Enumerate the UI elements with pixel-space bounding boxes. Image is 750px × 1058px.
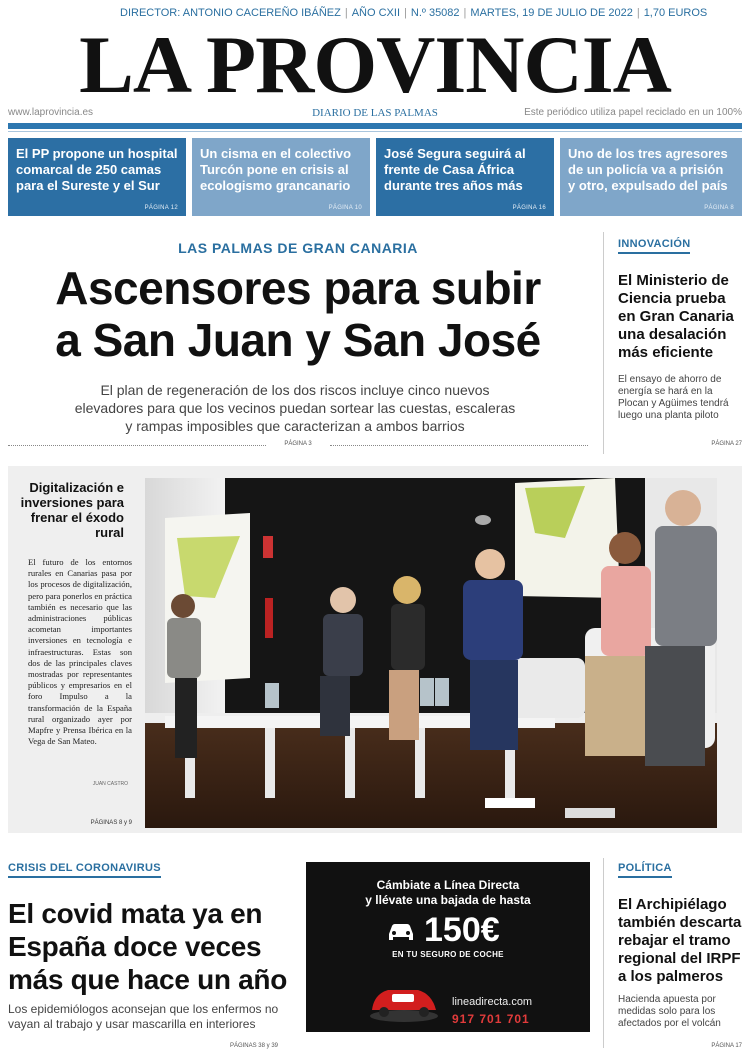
main-story-page: PÁGINA 3 <box>284 441 312 447</box>
main-headline[interactable] <box>8 262 588 366</box>
forum-photo-illustration <box>145 478 717 828</box>
teaser-policia[interactable] <box>560 138 742 216</box>
dotted-divider <box>330 445 588 446</box>
forum-photo <box>145 478 717 828</box>
teaser-turcon[interactable] <box>192 138 370 216</box>
issue-number: N.º 35082 <box>410 7 460 19</box>
teaser-text: Uno de los tres agresores de un policía va a prisión y otro, expulsado del país <box>568 146 728 193</box>
advertisement-linea-directa[interactable] <box>306 862 590 1032</box>
innovacion-headline[interactable]: El Ministerio de Ciencia prueba en Gran Canaria una desalación más eficiente <box>618 272 734 361</box>
teaser-hospital[interactable] <box>8 138 186 216</box>
car-icon <box>386 920 416 942</box>
main-story-deck: El plan de regeneración de los dos riscos incluye cinco nuevos elevadores para que los vecinos puedan sortear las cuestas, escaleras y rampas imposibles que caracterizan a ambos barrios <box>74 382 516 434</box>
politica-body: Hacienda apuesta por medidas solo para los afectados por el volcán <box>618 994 721 1029</box>
politica-page: PÁGINA 17 <box>711 1043 742 1049</box>
issue-price: 1,70 EUROS <box>643 7 708 19</box>
main-story-kicker: LAS PALMAS DE GRAN CANARIA <box>178 240 418 256</box>
digital-headline[interactable]: Digitalización e inversiones para frenar el éxodo rural <box>20 480 124 540</box>
newspaper-title: LA PROVINCIA <box>79 19 671 110</box>
photo-credit: JUAN CASTRO <box>92 781 128 787</box>
recycled-paper-note: Este periódico utiliza papel reciclado en un 100% <box>524 107 742 118</box>
ad-subtitle: EN TU SEGURO DE COCHE <box>392 950 504 959</box>
teaser-page: PÁGINA 16 <box>512 205 546 211</box>
teaser-text: Un cisma en el colectivo Turcón pone en crisis al ecologismo grancanario <box>200 146 352 193</box>
website-link[interactable]: www.laprovincia.es <box>8 107 94 118</box>
ad-website[interactable]: lineadirecta.com <box>452 996 533 1008</box>
column-divider <box>603 858 604 1048</box>
covid-headline[interactable]: El covid mata ya en España doce veces más que hace un año <box>8 898 288 995</box>
digital-body: El futuro de los entornos rurales en Canarias pasa por los procesos de digitalización, pero para ponerlos en práctica también es necesario que las administraciones públicas acometan importantes inversiones en tecnología e infraestructuras. Estas son dos de las principales claves mostradas por representantes públicos y empresarios en el foro Impulso a la transformación de la España rural organizado ayer por Mapfre y Prensa Ibérica en la Vega de San Mateo. <box>28 557 132 747</box>
ad-line-2: y llévate una bajada de hasta <box>365 893 531 907</box>
column-divider <box>603 232 604 454</box>
ad-amount: 150€ <box>424 911 500 949</box>
covid-body: Los epidemiólogos aconsejan que los enfermos no vayan al trabajo y usar mascarilla en interiores <box>8 1002 279 1031</box>
innovacion-page: PÁGINA 27 <box>711 441 742 447</box>
teaser-page: PÁGINA 10 <box>328 205 362 211</box>
ad-phone[interactable]: 917 701 701 <box>452 1012 530 1026</box>
teaser-page: PÁGINA 12 <box>144 205 178 211</box>
year-text: AÑO CXII <box>351 7 401 19</box>
red-phone-car-icon <box>364 980 444 1024</box>
teaser-strip <box>8 138 742 216</box>
digital-page: PÁGINAS 8 y 9 <box>90 820 132 826</box>
ad-line-1: Cámbiate a Línea Directa <box>376 878 520 892</box>
director-text: DIRECTOR: ANTONIO CACEREÑO IBÁÑEZ <box>120 7 341 19</box>
innovacion-body: El ensayo de ahorro de energía se hará en la Plocan y Agüimes tendrá luego una planta piloto <box>618 374 729 421</box>
main-headline-line-1: Ascensores para subir <box>55 262 541 314</box>
main-headline-line-2: a San Juan y San José <box>55 314 541 366</box>
issue-date: MARTES, 19 DE JULIO DE 2022 <box>470 7 633 19</box>
covid-page: PÁGINAS 38 y 39 <box>229 1043 278 1049</box>
masthead-rule <box>8 123 742 129</box>
teaser-casa-africa[interactable] <box>376 138 554 216</box>
masthead-info-line: DIRECTOR: ANTONIO CACEREÑO IBÁÑEZ | AÑO CXII | N.º 35082 | MARTES, 19 DE JULIO DE 2022 | 1,70 EUROS <box>120 7 708 19</box>
teaser-page: PÁGINA 8 <box>704 205 734 211</box>
masthead-thin-rule <box>8 131 742 132</box>
politica-kicker: POLÍTICA <box>618 862 672 878</box>
politica-headline[interactable]: El Archipiélago también descarta rebajar el tramo regional del IRPF a los palmeros <box>618 896 742 985</box>
innovacion-kicker: INNOVACIÓN <box>618 238 690 254</box>
teaser-text: José Segura seguirá al frente de Casa África durante tres años más <box>384 146 526 193</box>
ad-headline <box>306 878 590 908</box>
newspaper-subtitle: DIARIO DE LAS PALMAS <box>312 107 438 119</box>
teaser-text: El PP propone un hospital comarcal de 250 camas para el Sureste y el Sur <box>16 146 178 193</box>
covid-kicker: CRISIS DEL CORONAVIRUS <box>8 862 161 878</box>
